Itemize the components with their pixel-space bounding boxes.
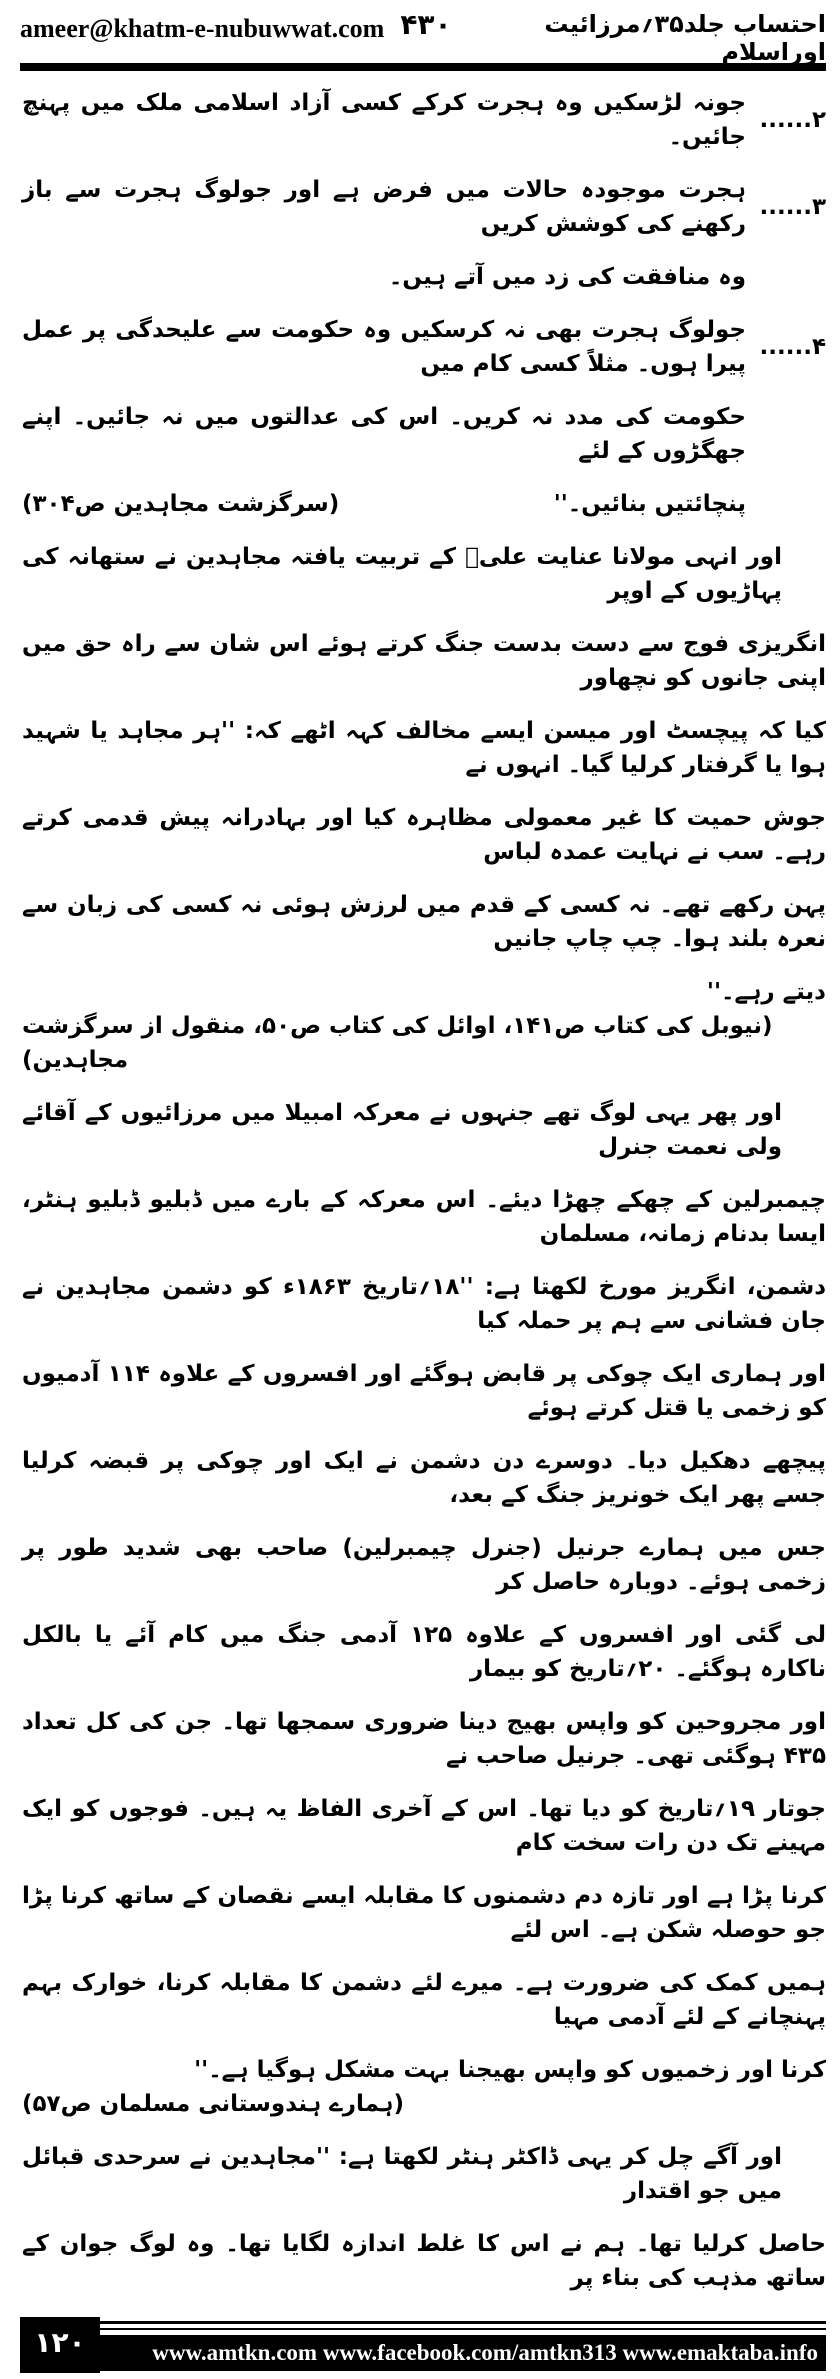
- page-body: [20, 77, 826, 2305]
- text-line: [22, 1783, 826, 1870]
- list-item-number: ۴......: [759, 334, 826, 360]
- footer-divider: [100, 2321, 826, 2324]
- text-line: [22, 618, 826, 705]
- text-line: [22, 1957, 826, 2044]
- text-line: [22, 1609, 826, 1696]
- text-line: [22, 77, 826, 164]
- citation: (ہمارے ہندوستانی مسلمان ص۵۷): [22, 2091, 405, 2117]
- text-line: [22, 391, 826, 478]
- line-text: پہن رکھے تھے۔ نہ کسی کے قدم میں لرزش ہوئی نہ کسی کی زبان سے نعرہ بلند ہوا۔ چپ چاپ جانیں: [22, 892, 826, 952]
- text-line: [22, 251, 826, 304]
- footer-page-number: ۱۲۰: [20, 2317, 100, 2373]
- header-book-title: احتساب جلد۳۵؍مرزائیت اوراسلام: [544, 10, 826, 66]
- text-line: [22, 531, 826, 618]
- text-line: [22, 1261, 826, 1348]
- text-line: [22, 879, 826, 966]
- header-page-number: ۴۳۰: [400, 8, 452, 41]
- line-text: پیچھے دھکیل دیا۔ دوسرے دن دشمن نے ایک اور چوکی پر قبضہ کرلیا جسے پھر ایک خونریز جنگ کے بعد،: [22, 1448, 826, 1508]
- line-text: ہجرت موجودہ حالات میں فرض ہے اور جولوگ ہجرت سے باز رکھنے کی کوشش کریں: [22, 177, 746, 237]
- line-text: کرنا اور زخمیوں کو واپس بھیجنا بہت مشکل ہوگیا ہے۔'': [194, 2057, 826, 2083]
- line-text: اور پھر یہی لوگ تھے جنہوں نے معرکہ امبیلا میں مرزائیوں کے آقائے ولی نعمت جنرل: [22, 1100, 782, 1160]
- text-line: [22, 1174, 826, 1261]
- list-item-number: ۳......: [759, 194, 826, 220]
- line-text: کرنا پڑا ہے اور تازہ دم دشمنوں کا مقابلہ ایسے نقصان کے ساتھ کرنا پڑا جو حوصلہ شکن ہے۔ اس لئے: [22, 1883, 826, 1943]
- line-text: انگریزی فوج سے دست بدست جنگ کرتے ہوئے اس شان سے راہ حق میں اپنی جانوں کو نچھاور: [22, 631, 826, 691]
- line-text: اور آگے چل کر یہی ڈاکٹر ہنٹر لکھتا ہے: ''مجاہدین نے سرحدی قبائل میں جو اقتدار: [22, 2144, 782, 2204]
- text-line: [22, 705, 826, 792]
- text-line: [22, 478, 826, 531]
- list-item-number: ۲......: [759, 107, 826, 133]
- text-line: [22, 1348, 826, 1435]
- citation: (سرگزشت مجاہدین ص۳۰۴): [22, 491, 340, 517]
- citation: (نیوبل کی کتاب ص۱۴۱، اوائل کی کتاب ص۵۰، منقول از سرگزشت مجاہدین): [22, 1013, 773, 1073]
- header-email: ameer@khatm-e-nubuwwat.com: [20, 14, 385, 43]
- footer-links: www.amtkn.com www.facebook.com/amtkn313 www.emaktaba.info: [100, 2335, 826, 2371]
- text-line: [22, 2131, 826, 2218]
- line-text: حکومت کی مدد نہ کریں۔ اس کی عدالتوں میں نہ جائیں۔ اپنے جھگڑوں کے لئے: [22, 404, 746, 464]
- line-text: جولوگ ہجرت بھی نہ کرسکیں وہ حکومت سے علیحدگی پر عمل پیرا ہوں۔ مثلاً کسی کام میں: [22, 317, 746, 377]
- line-text: اور مجروحین کو واپس بھیج دینا ضروری سمجھا تھا۔ جن کی کل تعداد ۴۳۵ ہوگئی تھی۔ جرنیل صاحب نے: [22, 1709, 826, 1769]
- text-line: [22, 2218, 826, 2305]
- line-text: اور انہی مولانا عنایت علیؒ کے تربیت یافتہ مجاہدین نے ستھانہ کی پہاڑیوں کے اوپر: [22, 544, 782, 604]
- text-line: [22, 1870, 826, 1957]
- text-line: [22, 2044, 826, 2131]
- text-line: [22, 1696, 826, 1783]
- line-text: ہمیں کمک کی ضرورت ہے۔ میرے لئے دشمن کا مقابلہ کرنا، خوارک بہم پہنچانے کے لئے آدمی مہیا: [22, 1970, 826, 2030]
- text-line: [22, 304, 826, 391]
- line-text: دشمن، انگریز مورخ لکھتا ہے: ''۱۸؍تاریخ ۱۸۶۳ء کو دشمن مجاہدین نے جان فشانی سے ہم پر حملہ کیا: [22, 1274, 826, 1334]
- line-text: اور ہماری ایک چوکی پر قابض ہوگئے اور افسروں کے علاوہ ۱۱۴ آدمیوں کو زخمی یا قتل کرتے ہوئے: [22, 1361, 826, 1421]
- line-text: وہ منافقت کی زد میں آتے ہیں۔: [388, 264, 746, 290]
- text-line: [22, 164, 826, 251]
- line-text: لی گئی اور افسروں کے علاوہ ۱۲۵ آدمی جنگ میں کام آئے یا بالکل ناکارہ ہوگئے۔ ۲۰؍تاریخ کو بیمار: [22, 1622, 826, 1682]
- footer-divider: [100, 2328, 826, 2330]
- text-line: [22, 1087, 826, 1174]
- page-header: [20, 8, 826, 66]
- text-line: [22, 1435, 826, 1522]
- line-text: پنچائتیں بنائیں۔'': [553, 491, 746, 517]
- line-text: جوتار ۱۹؍تاریخ کو دیا تھا۔ اس کے آخری الفاظ یہ ہیں۔ فوجوں کو ایک مہینے تک دن رات سخت کام: [22, 1796, 826, 1856]
- line-text: کیا کہ پیچسٹ اور میسن ایسے مخالف کہہ اٹھے کہ: ''ہر مجاہد یا شہید ہوا یا گرفتار کرلیا گیا۔ انہوں نے: [22, 718, 826, 778]
- text-line: [22, 966, 826, 1087]
- line-text: جس میں ہمارے جرنیل (جنرل چیمبرلین) صاحب بھی شدید طور پر زخمی ہوئے۔ دوبارہ حاصل کر: [22, 1535, 826, 1595]
- line-text: جونہ لڑسکیں وہ ہجرت کرکے کسی آزاد اسلامی ملک میں پہنچ جائیں۔: [22, 90, 746, 150]
- text-line: [22, 1522, 826, 1609]
- line-text: جوش حمیت کا غیر معمولی مظاہرہ کیا اور بہادرانہ پیش قدمی کرتے رہے۔ سب نے نہایت عمدہ لباس: [22, 805, 826, 865]
- text-line: [22, 792, 826, 879]
- line-text: دیتے رہے۔'': [706, 979, 826, 1005]
- page-footer: [20, 2317, 826, 2375]
- line-text: حاصل کرلیا تھا۔ ہم نے اس کا غلط اندازہ لگایا تھا۔ وہ لوگ جوان کے ساتھ مذہب کی بناء پر: [22, 2231, 826, 2291]
- line-text: چیمبرلین کے چھکے چھڑا دیئے۔ اس معرکہ کے بارے میں ڈبلیو ڈبلیو ہنٹر، ایسا بدنام زمانہ، مسلمان: [22, 1187, 826, 1247]
